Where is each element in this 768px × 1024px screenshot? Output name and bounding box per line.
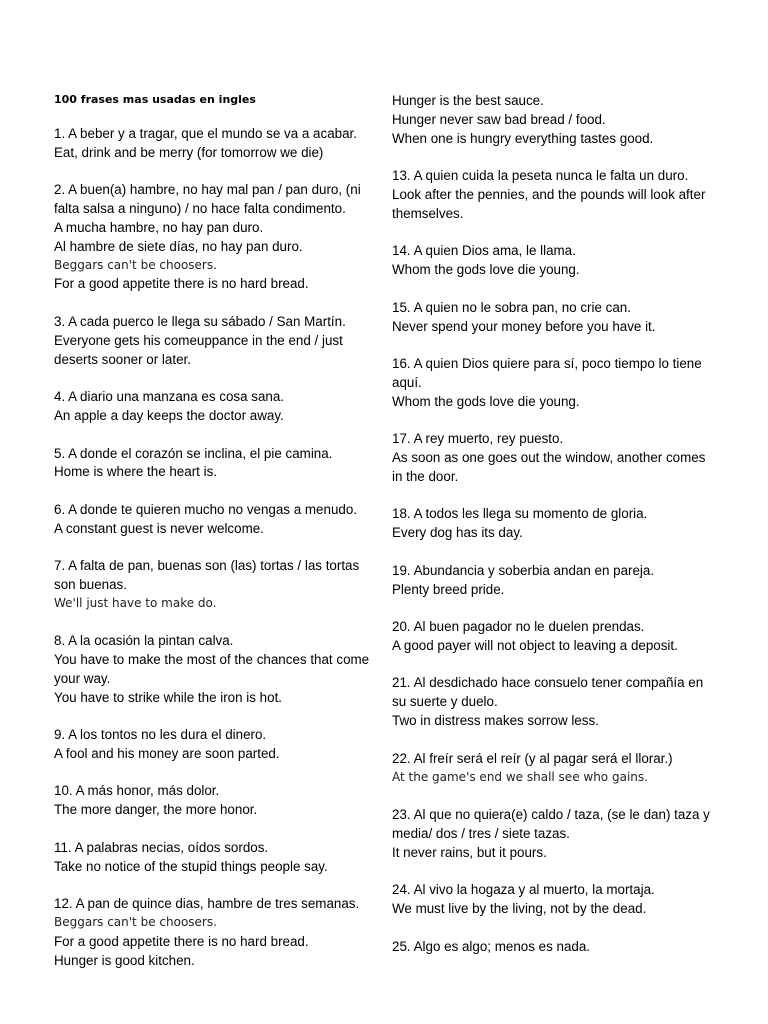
phrase-line: For a good appetite there is no hard bread.	[54, 276, 309, 291]
phrase-line: 16. A quien Dios quiere para sí, poco tiempo lo tiene	[392, 356, 702, 371]
phrase-line: 14. A quien Dios ama, le llama.	[392, 243, 576, 258]
phrase-line: Al hambre de siete días, no hay pan duro.	[54, 239, 303, 254]
phrase-line: 1. A beber y a tragar, que el mundo se va a acabar.	[54, 126, 357, 141]
phrase-line: A good payer will not object to leaving a deposit.	[392, 638, 678, 653]
phrase-line: your way.	[54, 671, 111, 686]
phrase-line: Hunger never saw bad bread / food.	[392, 112, 606, 127]
phrase-line: We must live by the living, not by the dead.	[392, 901, 647, 916]
phrase-line: 2. A buen(a) hambre, no hay mal pan / pan duro, (ni	[54, 182, 361, 197]
phrase-line: Look after the pennies, and the pounds will look after	[392, 187, 706, 202]
phrase-line: 22. Al freír será el reír (y al pagar será el llorar.)	[392, 751, 673, 766]
phrase-line: 23. Al que no quiera(e) caldo / taza, (se le dan) taza y	[392, 807, 710, 822]
phrase-line: An apple a day keeps the doctor away.	[54, 408, 284, 423]
phrase-line: aquí.	[392, 375, 422, 390]
phrase-line: Hunger is the best sauce.	[392, 93, 544, 108]
phrase-line: 15. A quien no le sobra pan, no crie can.	[392, 300, 631, 315]
phrase-line: Two in distress makes sorrow less.	[392, 713, 599, 728]
phrase-line: For a good appetite there is no hard bread.	[54, 934, 309, 949]
phrase-line: 17. A rey muerto, rey puesto.	[392, 431, 564, 446]
phrase-line: son buenas.	[54, 577, 127, 592]
phrase-line: Eat, drink and be merry (for tomorrow we die)	[54, 145, 324, 160]
phrase-line: 8. A la ocasión la pintan calva.	[54, 633, 234, 648]
phrase-line: 11. A palabras necias, oídos sordos.	[54, 840, 269, 855]
phrase-line: A constant guest is never welcome.	[54, 521, 264, 536]
phrase-line: We'll just have to make do.	[54, 596, 217, 610]
phrase-line: When one is hungry everything tastes good.	[392, 131, 654, 146]
phrase-line: deserts sooner or later.	[54, 352, 191, 367]
phrase-line: 5. A donde el corazón se inclina, el pie camina.	[54, 446, 333, 461]
phrase-line: 18. A todos les llega su momento de gloria.	[392, 506, 648, 521]
phrase-line: Whom the gods love die young.	[392, 262, 580, 277]
phrase-line: 7. A falta de pan, buenas son (las) tortas / las tortas	[54, 558, 360, 573]
phrase-line: in the door.	[392, 469, 459, 484]
phrase-line: At the game's end we shall see who gains.	[392, 770, 648, 784]
document-title: 100 frases mas usadas en ingles	[54, 93, 256, 106]
phrase-line: Every dog has its day.	[392, 525, 523, 540]
phrase-line: Plenty breed pride.	[392, 582, 505, 597]
phrase-line: Hunger is good kitchen.	[54, 953, 195, 968]
phrase-line: media/ dos / tres / siete tazas.	[392, 826, 570, 841]
phrase-line: 4. A diario una manzana es cosa sana.	[54, 389, 285, 404]
phrase-line: Never spend your money before you have it.	[392, 319, 656, 334]
phrase-line: 3. A cada puerco le llega su sábado / San Martín.	[54, 314, 346, 329]
phrase-line: You have to make the most of the chances that come	[54, 652, 370, 667]
phrase-line: A fool and his money are soon parted.	[54, 746, 280, 761]
phrase-line: su suerte y duelo.	[392, 694, 498, 709]
phrase-line: As soon as one goes out the window, another comes	[392, 450, 706, 465]
phrase-line: themselves.	[392, 206, 464, 221]
phrase-line: 13. A quien cuida la peseta nunca le falta un duro.	[392, 168, 689, 183]
phrase-line: Take no notice of the stupid things people say.	[54, 859, 328, 874]
phrase-line: Whom the gods love die young.	[392, 394, 580, 409]
phrase-line: falta salsa a ninguno) / no hace falta condimento.	[54, 201, 346, 216]
phrase-line: 21. Al desdichado hace consuelo tener compañía en	[392, 675, 704, 690]
phrase-line: 19. Abundancia y soberbia andan en pareja.	[392, 563, 655, 578]
phrase-line: Home is where the heart is.	[54, 464, 217, 479]
phrase-line: 25. Algo es algo; menos es nada.	[392, 939, 591, 954]
phrase-line: It never rains, but it pours.	[392, 845, 547, 860]
phrase-line: A mucha hambre, no hay pan duro.	[54, 220, 264, 235]
phrase-line: 20. Al buen pagador no le duelen prendas.	[392, 619, 645, 634]
phrase-line: 24. Al vivo la hogaza y al muerto, la mortaja.	[392, 882, 655, 897]
phrase-line: 10. A más honor, más dolor.	[54, 783, 220, 798]
phrase-line: 6. A donde te quieren mucho no vengas a menudo.	[54, 502, 358, 517]
phrase-line: You have to strike while the iron is hot.	[54, 690, 283, 705]
phrase-line: Beggars can't be choosers.	[54, 915, 217, 929]
phrase-line: Everyone gets his comeuppance in the end / just	[54, 333, 343, 348]
phrase-line: 9. A los tontos no les dura el dinero.	[54, 727, 267, 742]
phrase-line: 12. A pan de quince dias, hambre de tres semanas.	[54, 896, 360, 911]
phrase-line: Beggars can't be choosers.	[54, 258, 217, 272]
phrase-line: The more danger, the more honor.	[54, 802, 258, 817]
